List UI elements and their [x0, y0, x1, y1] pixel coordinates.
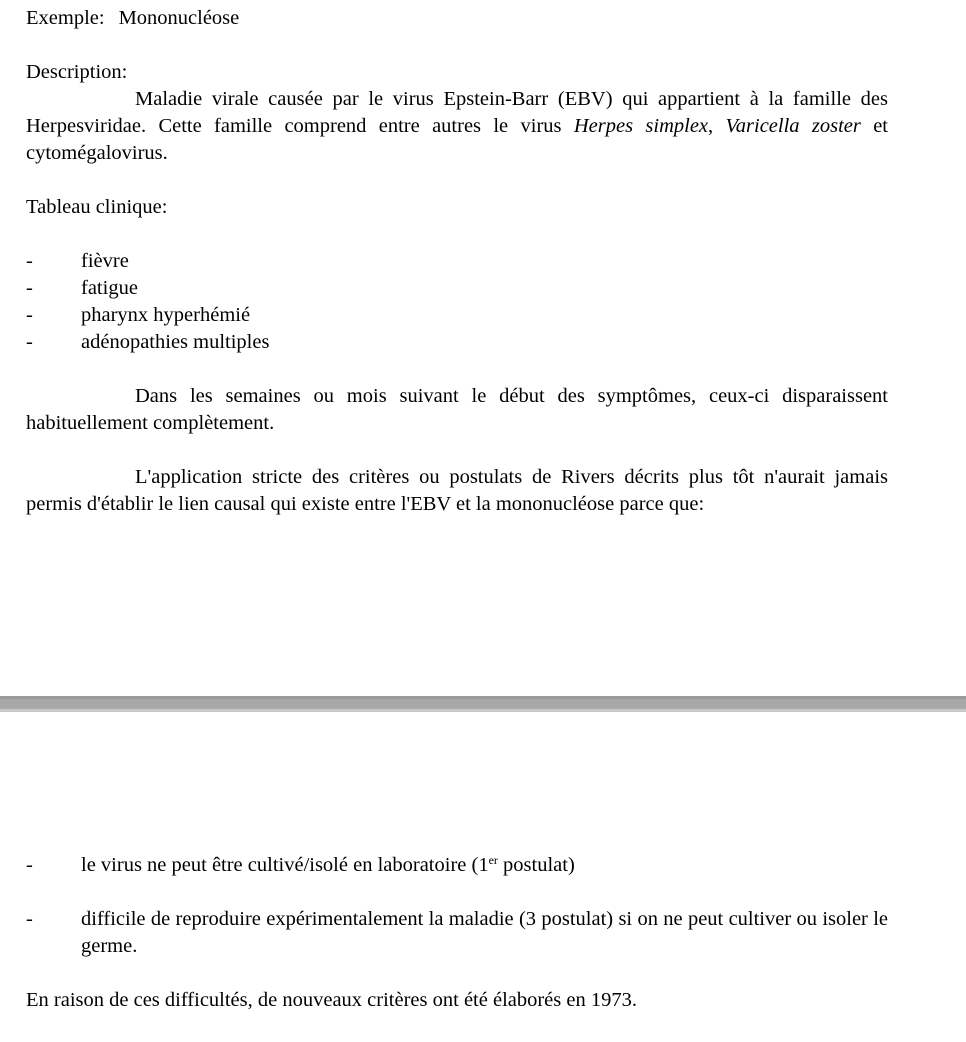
- dash-bullet: -: [26, 331, 33, 353]
- italic-varicella-zoster: Varicella zoster: [725, 115, 861, 137]
- page-one: [26, 5, 888, 518]
- clinical-list: [26, 248, 888, 356]
- italic-herpes-simplex: Herpes simplex: [573, 115, 709, 137]
- page-two: [26, 852, 888, 1014]
- list-item: - fièvre: [26, 248, 888, 275]
- description-heading: Description:: [26, 61, 128, 83]
- dash-bullet: -: [26, 908, 33, 930]
- example-label: Exemple:: [26, 7, 105, 29]
- clinical-heading: Tableau clinique:: [26, 196, 168, 218]
- list-item: - adénopathies multiples: [26, 329, 888, 356]
- reason-item-2: - difficile de reproduire expérimentalement la maladie (3 postulat) si on ne peut cultiver ou isoler le germe.: [26, 906, 888, 960]
- superscript-er: er: [488, 853, 498, 867]
- paragraph-rivers: L'application stricte des critères ou postulats de Rivers décrits plus tôt n'aurait jamais permis d'établir le lien causal qui existe entre l'EBV et la mononucléose parce que:: [26, 466, 888, 515]
- conclusion-text: En raison de ces difficultés, de nouveaux critères ont été élaborés en 1973.: [26, 989, 637, 1011]
- reason-item-1: - le virus ne peut être cultivé/isolé en laboratoire (1er postulat): [26, 852, 888, 879]
- dash-bullet: -: [26, 277, 33, 299]
- dash-bullet: -: [26, 250, 33, 272]
- list-item: - pharynx hyperhémié: [26, 302, 888, 329]
- dash-bullet: -: [26, 854, 33, 876]
- example-line: [26, 5, 888, 32]
- list-item: - fatigue: [26, 275, 888, 302]
- description-text: Maladie virale causée par le virus Epstein-Barr (EBV) qui appartient à la famille des Herpesviridae. Cette famille comprend entre autres le virus Herpes simplex, Varicella zoster et cytomégalovirus.: [26, 88, 888, 164]
- paragraph-symptoms: Dans les semaines ou mois suivant le début des symptômes, ceux-ci disparaissent habituellement complètement.: [26, 385, 888, 434]
- dash-bullet: -: [26, 304, 33, 326]
- example-title: Mononucléose: [118, 7, 240, 29]
- page-separator: [0, 696, 966, 712]
